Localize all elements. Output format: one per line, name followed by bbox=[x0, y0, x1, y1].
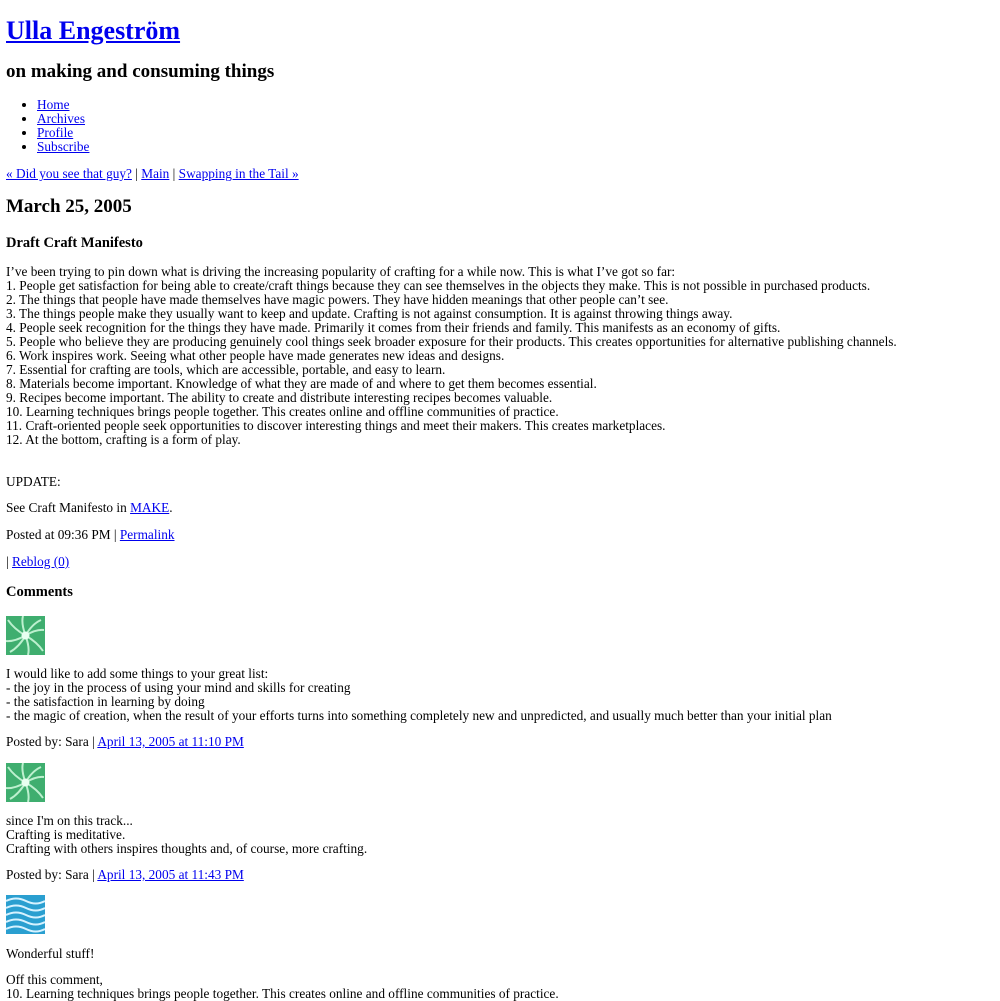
post-body bbox=[6, 265, 897, 447]
comment-line: since I'm on this track... bbox=[6, 813, 133, 828]
post-line: 8. Materials become important. Knowledge of what they are made of and where to get them becomes essential. bbox=[6, 376, 597, 391]
commenter-avatar-image bbox=[6, 763, 45, 802]
comment-line: Off this comment, bbox=[6, 972, 103, 987]
post-line: 1. People get satisfaction for being able to create/craft things because they can see themselves in the objects they make. This is not possible in purchased products. bbox=[6, 278, 871, 293]
comment-line: - the joy in the process of using your mind and skills for creating bbox=[6, 680, 351, 695]
post-line: 9. Recipes become important. The ability to create and distribute interesting recipes becomes valuable. bbox=[6, 390, 553, 405]
nav-item-archives bbox=[37, 112, 89, 126]
post-line: 5. People who believe they are producing genuinely cool things seek broader exposure for their products. This creates opportunities for alternative publishing channels. bbox=[6, 334, 897, 349]
main-link[interactable]: Main bbox=[141, 166, 170, 181]
comment-body bbox=[6, 667, 832, 723]
nav-link-home[interactable]: Home bbox=[37, 97, 70, 112]
blue-wave-avatar bbox=[6, 895, 45, 934]
blog-title-link[interactable]: Ulla Engeström bbox=[6, 16, 181, 45]
posted-at: Posted at 09:36 PM bbox=[6, 527, 111, 542]
comment-author: Posted by: Sara | bbox=[6, 734, 98, 749]
nav-item-profile bbox=[37, 126, 89, 140]
post-line: 2. The things that people have made themselves have magic powers. They have hidden meanings that other people can’t see. bbox=[6, 292, 669, 307]
see-also bbox=[6, 501, 173, 515]
post-navigation bbox=[6, 167, 299, 181]
commenter-avatar-image bbox=[6, 616, 45, 655]
prev-post-link[interactable]: « Did you see that guy? bbox=[6, 166, 132, 181]
reblog-prefix: | bbox=[6, 554, 12, 569]
footer-separator: | bbox=[110, 527, 120, 542]
reblog-link[interactable]: Reblog (0) bbox=[12, 554, 70, 569]
update-label: UPDATE: bbox=[6, 474, 61, 489]
post-footer bbox=[6, 528, 175, 542]
comments-heading: Comments bbox=[6, 584, 73, 600]
comment-line: - the satisfaction in learning by doing bbox=[6, 694, 205, 709]
comment-author: Posted by: Sara | bbox=[6, 867, 98, 882]
comment-first-line: Wonderful stuff! bbox=[6, 946, 95, 961]
comment-line: Crafting is meditative. bbox=[6, 827, 126, 842]
nav-item-subscribe bbox=[37, 140, 89, 154]
post-line: 12. At the bottom, crafting is a form of play. bbox=[6, 432, 241, 447]
post-line: 11. Craft-oriented people seek opportunities to discover interesting things and meet their makers. This creates marketplaces. bbox=[6, 418, 666, 433]
see-also-prefix: See Craft Manifesto in bbox=[6, 500, 131, 515]
make-link[interactable]: MAKE bbox=[130, 500, 170, 515]
commenter-avatar-image bbox=[6, 895, 45, 934]
nav-separator: | bbox=[172, 166, 176, 181]
nav-item-home bbox=[37, 98, 89, 112]
comment-date-link[interactable]: April 13, 2005 at 11:10 PM bbox=[97, 734, 244, 749]
reblog-row bbox=[6, 555, 69, 569]
post-line: I’ve been trying to pin down what is driving the increasing popularity of crafting for a while now. This is what I’ve got so far: bbox=[6, 264, 676, 279]
comment-line: 10. Learning techniques brings people together. This creates online and offline communities of practice. bbox=[6, 986, 559, 1001]
see-also-suffix: . bbox=[169, 500, 173, 515]
comment-date-link[interactable]: April 13, 2005 at 11:43 PM bbox=[97, 867, 244, 882]
next-post-link[interactable]: Swapping in the Tail » bbox=[178, 166, 299, 181]
blog-title bbox=[6, 16, 180, 46]
comment-body bbox=[6, 814, 367, 856]
post-title: Draft Craft Manifesto bbox=[6, 235, 143, 251]
permalink-link[interactable]: Permalink bbox=[119, 527, 175, 542]
comment-line: - the magic of creation, when the result of your efforts turns into something completely new and unpredicted, and usually much better than your initial plan bbox=[6, 708, 832, 723]
green-swirl-avatar bbox=[6, 763, 45, 802]
comment-body bbox=[6, 973, 559, 1001]
post-date: March 25, 2005 bbox=[6, 196, 132, 217]
post-line: 4. People seek recognition for the things they have made. Primarily it comes from their friends and family. This manifests as an economy of gifts. bbox=[6, 320, 781, 335]
nav-separator: | bbox=[135, 166, 138, 181]
green-swirl-avatar bbox=[6, 616, 45, 655]
nav-link-subscribe[interactable]: Subscribe bbox=[37, 139, 90, 154]
blog-subtitle: on making and consuming things bbox=[6, 61, 275, 82]
post-line: 3. The things people make they usually want to keep and update. Crafting is not against consumption. It is against throwing things away. bbox=[6, 306, 733, 321]
post-line: 7. Essential for crafting are tools, which are accessible, portable, and easy to learn. bbox=[6, 362, 446, 377]
comment-line: I would like to add some things to your great list: bbox=[6, 666, 269, 681]
comment-footer bbox=[6, 868, 244, 882]
nav-link-profile[interactable]: Profile bbox=[37, 125, 74, 140]
post-line: 10. Learning techniques brings people together. This creates online and offline communities of practice. bbox=[6, 404, 559, 419]
post-line: 6. Work inspires work. Seeing what other people have made generates new ideas and designs. bbox=[6, 348, 505, 363]
main-nav bbox=[18, 98, 89, 154]
nav-link-archives[interactable]: Archives bbox=[37, 111, 85, 126]
comment-line: Crafting with others inspires thoughts and, of course, more crafting. bbox=[6, 841, 368, 856]
comment-footer bbox=[6, 735, 244, 749]
